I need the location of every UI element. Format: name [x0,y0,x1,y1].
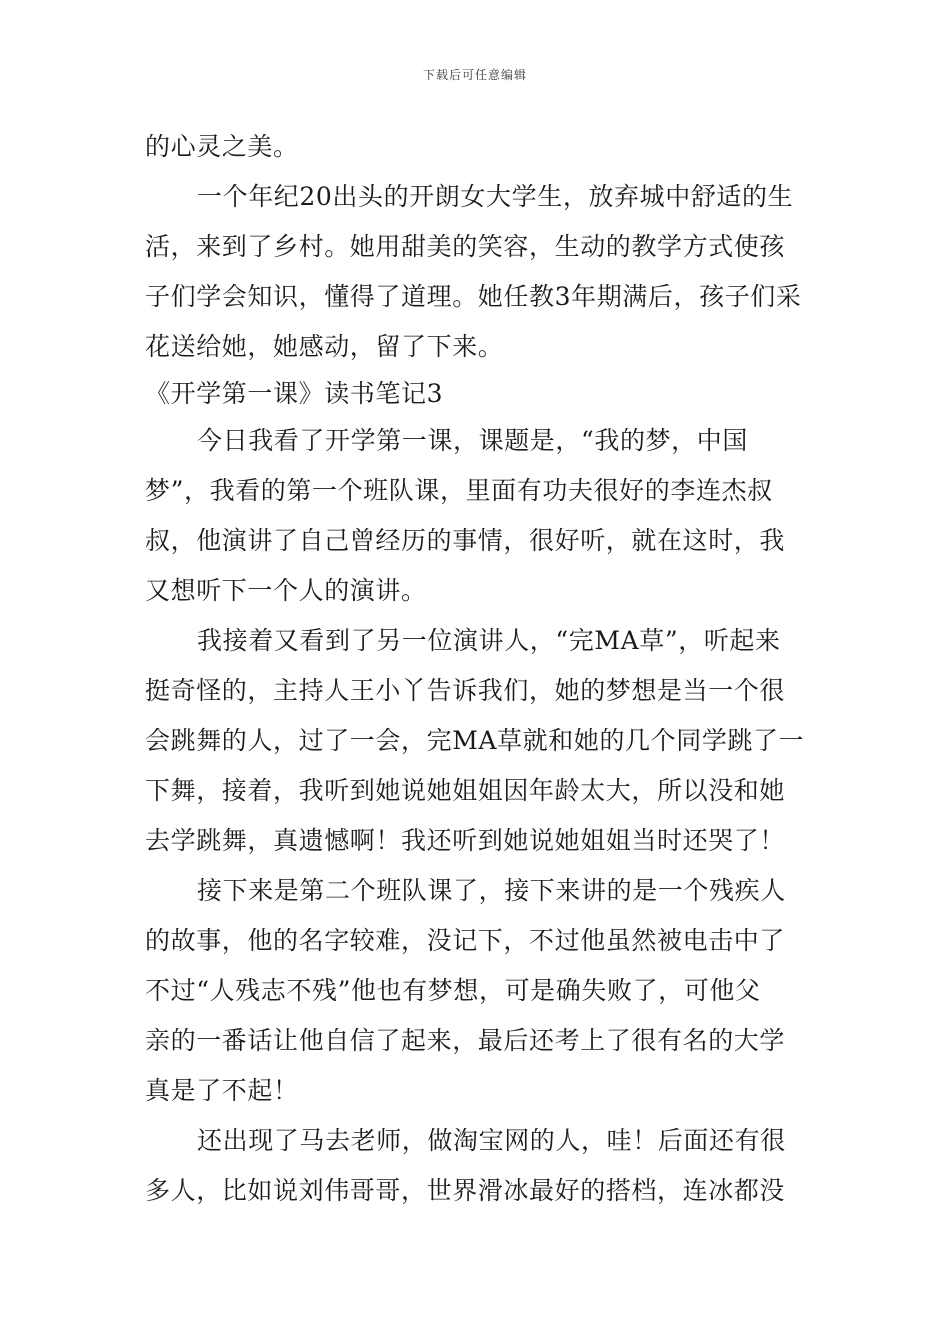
text-line: 会跳舞的人，过了一会，完MA草就和她的几个同学跳了一 [145,726,805,755]
text-line: 又想听下一个人的演讲。 [145,576,427,605]
text-line: 真是了不起！ [145,1076,299,1105]
paragraph-start-line: 还出现了马去老师，做淘宝网的人，哇！后面还有很 [197,1126,786,1155]
text-line: 挺奇怪的，主持人王小丫告诉我们，她的梦想是当一个很 [145,676,786,705]
text-line: 下舞，接着，我听到她说她姐姐因年龄太大，所以没和她 [145,776,786,805]
page-header-note: 下载后可任意编辑 [422,68,527,82]
text-line: 梦”，我看的第一个班队课，里面有功夫很好的李连杰叔 [145,476,773,505]
paragraph-start-line: 今日我看了开学第一课，课题是，“我的梦，中国 [197,426,748,455]
text-line: 去学跳舞，真遗憾啊！我还听到她说她姐姐当时还哭了！ [145,826,786,855]
text-line: 的故事，他的名字较难，没记下，不过他虽然被电击中了 [145,926,786,955]
text-line: 的心灵之美。 [145,132,299,161]
text-line: 花送给她，她感动，留了下来。 [145,332,504,361]
paragraph-start-line: 接下来是第二个班队课了，接下来讲的是一个残疾人 [197,876,786,905]
text-line: 活，来到了乡村。她用甜美的笑容，生动的教学方式使孩 [145,232,786,261]
paragraph-start-line: 一个年纪20出头的开朗女大学生，放弃城中舒适的生 [197,182,794,211]
text-line: 不过“人残志不残”他也有梦想，可是确失败了，可他父 [145,976,761,1005]
text-line: 多人，比如说刘伟哥哥，世界滑冰最好的搭档，连冰都没 [145,1176,786,1205]
text-line: 子们学会知识，懂得了道理。她任教3年期满后，孩子们采 [145,282,802,311]
document-body [145,122,807,1216]
paragraph-start-line: 我接着又看到了另一位演讲人，“完MA草”，听起来 [197,626,781,655]
text-line: 亲的一番话让他自信了起来，最后还考上了很有名的大学 [145,1026,786,1055]
text-line: 叔，他演讲了自己曾经历的事情，很好听，就在这时，我 [145,526,786,555]
section-title: 《开学第一课》读书笔记3 [145,379,444,408]
